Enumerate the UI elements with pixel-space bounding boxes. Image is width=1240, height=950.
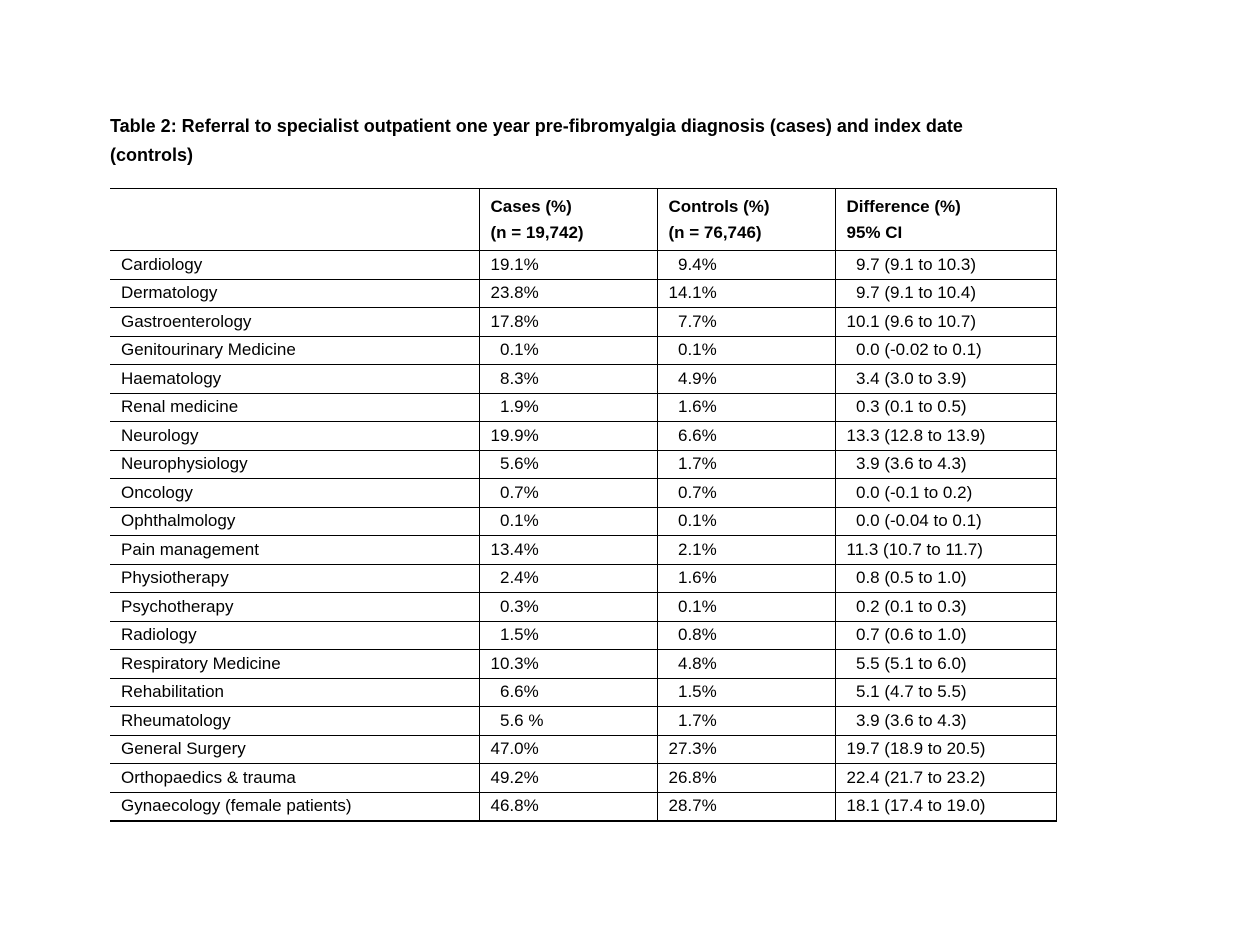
table-row [110,393,1056,422]
difference-cell: 9.7 (9.1 to 10.3) [835,251,1056,280]
difference-cell: 13.3 (12.8 to 13.9) [835,422,1056,451]
cases-cell: 10.3% [479,650,657,679]
table-row [110,564,1056,593]
table-row [110,336,1056,365]
header-cell-difference [835,189,1056,251]
cases-cell: 2.4% [479,564,657,593]
controls-header-line1: Controls (%) [668,196,770,216]
controls-cell: 0.1% [657,593,835,622]
header-row [110,189,1056,251]
table-row [110,678,1056,707]
cases-cell: 1.9% [479,393,657,422]
difference-cell: 0.3 (0.1 to 0.5) [835,393,1056,422]
cases-cell: 19.1% [479,251,657,280]
cases-cell: 5.6% [479,450,657,479]
difference-cell: 0.2 (0.1 to 0.3) [835,593,1056,622]
controls-cell: 1.7% [657,707,835,736]
difference-cell: 5.5 (5.1 to 6.0) [835,650,1056,679]
referral-table-container [110,188,1057,822]
controls-cell: 1.5% [657,678,835,707]
specialty-cell: Genitourinary Medicine [110,336,479,365]
specialty-cell: Haematology [110,365,479,394]
table-row [110,593,1056,622]
controls-cell: 1.7% [657,450,835,479]
table-header [110,189,1056,251]
difference-cell: 10.1 (9.6 to 10.7) [835,308,1056,337]
cases-cell: 0.3% [479,593,657,622]
difference-cell: 19.7 (18.9 to 20.5) [835,735,1056,764]
header-cell-controls [657,189,835,251]
specialty-cell: Pain management [110,536,479,565]
table-row [110,792,1056,821]
cases-cell: 47.0% [479,735,657,764]
cases-cell: 8.3% [479,365,657,394]
controls-cell: 4.8% [657,650,835,679]
specialty-cell: Respiratory Medicine [110,650,479,679]
specialty-cell: Gynaecology (female patients) [110,792,479,821]
controls-cell: 14.1% [657,279,835,308]
specialty-cell: Neurophysiology [110,450,479,479]
cases-cell: 0.1% [479,336,657,365]
controls-cell: 0.7% [657,479,835,508]
cases-cell: 23.8% [479,279,657,308]
specialty-cell: Neurology [110,422,479,451]
controls-cell: 0.1% [657,507,835,536]
controls-cell: 9.4% [657,251,835,280]
difference-cell: 3.9 (3.6 to 4.3) [835,450,1056,479]
cases-cell: 49.2% [479,764,657,793]
table-row [110,707,1056,736]
controls-cell: 26.8% [657,764,835,793]
specialty-cell: Renal medicine [110,393,479,422]
cases-cell: 13.4% [479,536,657,565]
table-row [110,251,1056,280]
controls-cell: 7.7% [657,308,835,337]
cases-cell: 6.6% [479,678,657,707]
table-caption-line2: (controls) [110,145,193,165]
controls-cell: 0.8% [657,621,835,650]
difference-header-line1: Difference (%) [846,196,961,216]
specialty-cell: Oncology [110,479,479,508]
difference-cell: 22.4 (21.7 to 23.2) [835,764,1056,793]
cases-cell: 46.8% [479,792,657,821]
difference-cell: 3.4 (3.0 to 3.9) [835,365,1056,394]
table-row [110,536,1056,565]
specialty-cell: Rehabilitation [110,678,479,707]
specialty-cell: Ophthalmology [110,507,479,536]
specialty-cell: Psychotherapy [110,593,479,622]
specialty-cell: Dermatology [110,279,479,308]
table-row [110,735,1056,764]
controls-cell: 4.9% [657,365,835,394]
controls-cell: 0.1% [657,336,835,365]
specialty-cell: Physiotherapy [110,564,479,593]
specialty-cell: Cardiology [110,251,479,280]
table-caption [110,112,1070,170]
table-row [110,308,1056,337]
cases-header-line1: Cases (%) [490,196,572,216]
specialty-cell: Rheumatology [110,707,479,736]
controls-cell: 28.7% [657,792,835,821]
table-row [110,507,1056,536]
header-cell-specialty [110,189,479,251]
table-row [110,621,1056,650]
controls-header-line2: (n = 76,746) [668,222,762,242]
table-row [110,279,1056,308]
specialty-cell: Orthopaedics & trauma [110,764,479,793]
specialty-cell: Gastroenterology [110,308,479,337]
cases-cell: 19.9% [479,422,657,451]
difference-cell: 0.7 (0.6 to 1.0) [835,621,1056,650]
difference-cell: 0.0 (-0.02 to 0.1) [835,336,1056,365]
table-row [110,450,1056,479]
table-row [110,422,1056,451]
difference-cell: 9.7 (9.1 to 10.4) [835,279,1056,308]
table-row [110,764,1056,793]
table-row [110,479,1056,508]
cases-cell: 1.5% [479,621,657,650]
header-cell-cases [479,189,657,251]
controls-cell: 1.6% [657,393,835,422]
cases-cell: 5.6 % [479,707,657,736]
controls-cell: 6.6% [657,422,835,451]
table-caption-line1: Table 2: Referral to specialist outpatient one year pre-fibromyalgia diagnosis (cases) and index date [110,116,963,136]
cases-cell: 17.8% [479,308,657,337]
difference-cell: 0.8 (0.5 to 1.0) [835,564,1056,593]
controls-cell: 1.6% [657,564,835,593]
cases-cell: 0.1% [479,507,657,536]
difference-cell: 11.3 (10.7 to 11.7) [835,536,1056,565]
table-body [110,251,1056,822]
difference-cell: 5.1 (4.7 to 5.5) [835,678,1056,707]
controls-cell: 27.3% [657,735,835,764]
referral-table [110,188,1057,822]
table-row [110,650,1056,679]
difference-cell: 3.9 (3.6 to 4.3) [835,707,1056,736]
specialty-cell: General Surgery [110,735,479,764]
controls-cell: 2.1% [657,536,835,565]
difference-cell: 18.1 (17.4 to 19.0) [835,792,1056,821]
specialty-cell: Radiology [110,621,479,650]
difference-cell: 0.0 (-0.04 to 0.1) [835,507,1056,536]
difference-cell: 0.0 (-0.1 to 0.2) [835,479,1056,508]
cases-cell: 0.7% [479,479,657,508]
difference-header-line2: 95% CI [846,222,903,242]
table-row [110,365,1056,394]
cases-header-line2: (n = 19,742) [490,222,584,242]
